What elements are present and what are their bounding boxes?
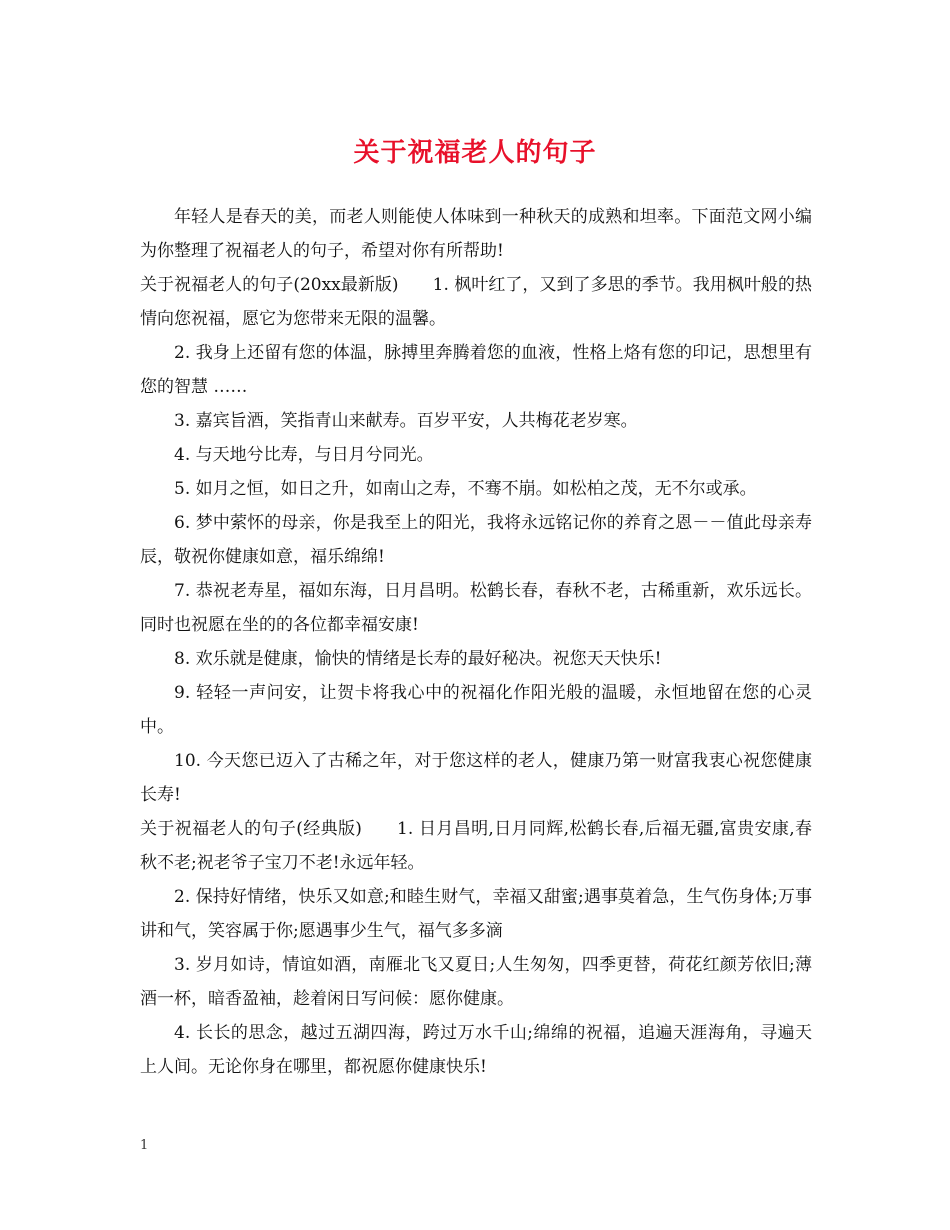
paragraph: 7. 恭祝老寿星，福如东海，日月昌明。松鹤长春，春秋不老，古稀重新，欢乐远长。同时也祝愿在坐的的各位都幸福安康! (140, 581, 812, 635)
paragraph: 10. 今天您已迈入了古稀之年，对于您这样的老人，健康乃第一财富我衷心祝您健康长寿! (140, 751, 812, 805)
paragraph: 2. 我身上还留有您的体温，脉搏里奔腾着您的血液，性格上烙有您的印记，思想里有您的智慧 …… (140, 343, 812, 397)
document-body (140, 200, 812, 1084)
paragraph: 6. 梦中萦怀的母亲，你是我至上的阳光，我将永远铭记你的养育之恩－－值此母亲寿辰，敬祝你健康如意，福乐绵绵! (140, 513, 812, 567)
paragraph: 3. 岁月如诗，情谊如酒，南雁北飞又夏日;人生匆匆，四季更替，荷花红颜芳依旧;薄酒一杯，暗香盈袖，趁着闲日写问候：愿你健康。 (140, 955, 812, 1009)
paragraph: 5. 如月之恒，如日之升，如南山之寿，不骞不崩。如松柏之茂，无不尔或承。 (174, 479, 757, 499)
paragraph: 2. 保持好情绪，快乐又如意;和睦生财气，幸福又甜蜜;遇事莫着急，生气伤身体;万事讲和气，笑容属于你;愿遇事少生气，福气多多滴 (140, 887, 812, 941)
document-title: 关于祝福老人的句子 (353, 138, 597, 168)
paragraph: 3. 嘉宾旨酒，笑指青山来献寿。百岁平安，人共梅花老岁寒。 (174, 411, 638, 431)
paragraph: 4. 长长的思念，越过五湖四海，跨过万水千山;绵绵的祝福，追遍天涯海角，寻遍天上人间。无论你身在哪里，都祝愿你健康快乐! (140, 1023, 812, 1077)
paragraph: 年轻人是春天的美，而老人则能使人体味到一种秋天的成熟和坦率。下面范文网小编为你整理了祝福老人的句子，希望对你有所帮助! (140, 207, 812, 261)
paragraph: 关于祝福老人的句子(20xx最新版) 1. 枫叶红了，又到了多思的季节。我用枫叶般的热情向您祝福，愿它为您带来无限的温馨。 (140, 275, 812, 329)
paragraph: 关于祝福老人的句子(经典版) 1. 日月昌明,日月同辉,松鹤长春,后福无疆,富贵安康,春秋不老;祝老爷子宝刀不老!永远年轻。 (140, 819, 812, 873)
page-number: 1 (140, 1138, 149, 1153)
paragraph: 8. 欢乐就是健康，愉快的情绪是长寿的最好秘决。祝您天天快乐! (174, 649, 662, 669)
paragraph: 4. 与天地兮比寿，与日月兮同光。 (174, 445, 434, 465)
paragraph: 9. 轻轻一声问安，让贺卡将我心中的祝福化作阳光般的温暖，永恒地留在您的心灵中。 (140, 683, 812, 737)
